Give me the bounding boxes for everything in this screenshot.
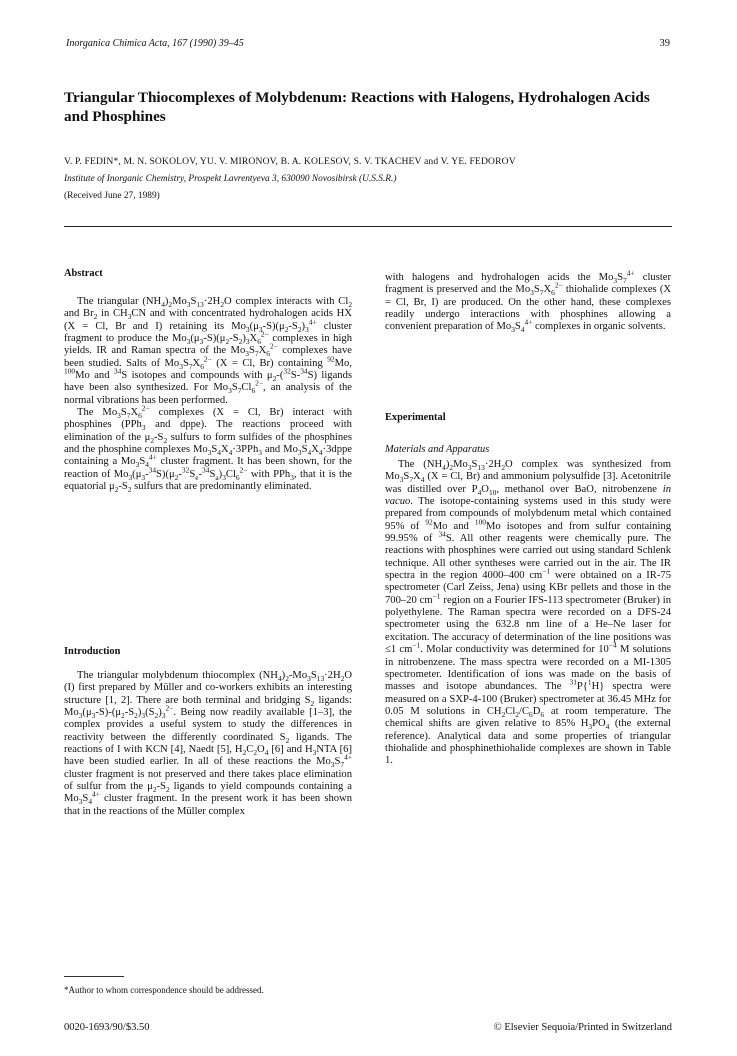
page-number: 39 <box>659 38 670 49</box>
footnote-rule <box>64 976 124 977</box>
experimental-body <box>385 459 671 768</box>
abstract-body <box>64 296 352 494</box>
affiliation: Institute of Inorganic Chemistry, Prospekt Lavrentyeva 3, 630090 Novosibirsk (U.S.S.R.) <box>64 174 397 184</box>
issn-price: 0020-1693/90/$3.50 <box>64 1022 150 1033</box>
materials-subheading: Materials and Apparatus <box>385 444 490 455</box>
abstract-paragraph-1: The triangular $(NH_4)_2Mo_3S_{13}\cdot 2H_2O$ complex interacts with $Cl_2$ and $Br_2$ in $CH_3CN$ and with concentrated hydrohalogen acids HX (X = Cl, Br and I) retaining its $Mo_3(\mu_3-S)(\mu_2-S_2)_3^{4+}$ cluster fragment to produce the $Mo_3(\mu_3-S)(\mu_2-S_2)_3X_6^{2-}$ complexes in high yields. IR and Raman spectra of the $Mo_3S_7X_6^{2-}$ complexes have been studied. Salts of $Mo_3S_7X_6^{2-}$ (X = Cl, Br) containing $^{92}$Mo, $^{100}$Mo and $^{34}$S isotopes and compounds with $\mu_2-(^{32}S-^{34}S)$ ligands have been also synthesized. For $Mo_3S_7Cl_6^{2-}$, an analysis of the normal vibrations has been performed. <box>64 296 353 406</box>
received-date: (Received June 27, 1989) <box>64 191 160 201</box>
introduction-heading: Introduction <box>64 646 121 657</box>
abstract-paragraph-2: The $Mo_3S_7X_6^{2-}$ complexes (X = Cl, Br) interact with phosphines (PPh$_3$ and dppe). The reactions proceed with elimination of the $\mu_2-S_2$ sulfurs to form sulfides of the phosphines and the phosphine complexes $Mo_3S_4X_4\cdot 3PPh_3$ and $Mo_3S_4X_4\cdot 3dppe$ containing a $Mo_3S_4^{4+}$ cluster fragment. It has been shown, for the reaction of $Mo_3(\mu_3-^{34}S)(\mu_2-^{32}S_e-^{34}S_a)_3Cl_6^{2-}$ with PPh$_3$, that it is the equatorial $\mu_2-S_2$ sulfurs that are predominantly eliminated. <box>64 403 352 495</box>
experimental-heading: Experimental <box>385 412 446 423</box>
experimental-paragraph: The $(NH_4)_2Mo_3S_{13}\cdot 2H_2O$ complex was synthesized from $Mo_3S_7X_4$ (X = Cl, Br) and ammonium polysulfide [3]. Acetonitrile was distilled over $P_4O_{10}$, methanol over BaO, nitrobenzene in vacuo. The isotope-containing systems used in this study were prepared from compounds of molybdenum metal which contained 95% of $^{92}$Mo and $^{100}$Mo isotopes and from sulfur containing 99.95% of $^{34}$S. All other reagents were chemically pure. The reactions with phosphines were carried out using standard Schlenk technique. All other syntheses were carried out in the air. The IR spectra in the region 4000–400 $cm^{-1}$ were obtained on a IR-75 spectrometer (Carl Zeiss, Jena) using KBr pellets and those in the 700–20 $cm^{-1}$ region on a Fourier IFS-113 spectrometer (Bruker) in polyethylene. The Raman spectra were recorded on a DFS-24 spectrometer using the 632.8 nm line of a He–Ne laser for excitation. The accuracy of determination of the line positions was ≤1 $cm^{-1}$. Molar conductivity was determined for $10^{-4}$ M solutions in nitrobenzene. The mass spectra were recorded on a MI-1305 spectrometer. Identification of ions was made on the basis of masses and isotope abundances. The $^{31}$P{$^1$H} spectra were measured on a SXP-4-100 (Bruker) spectrometer at 36.45 MHz for 0.05 M solutions in $CH_2Cl_2/C_6D_6$ at room temperature. The chemical shifts are given relative to 85% $H_3PO_4$ (the external reference). Analytical data and some properties of triangular thiohalide and phosphinethiohalide complexes are shown in Table 1. <box>385 459 672 767</box>
header-rule <box>64 226 672 227</box>
introduction-paragraph: The triangular molybdenum thiocomplex $(NH_4)_2-Mo_3S_{13}\cdot 2H_2O$ (I) first prepared by Müller and co-workers exhibits an interesting structure [1, 2]. There are both terminal and bridging $S_2$ ligands: $Mo_3(\mu_3-S)-(\mu_2-S_2)_3(S_2)_3^{2-}$. Being now readily available [1–3], the complex provides a useful system to study the differences in reactivity between the differently coordinated $S_2$ ligands. The reactions of I with KCN [4], Naedt [5], $H_2C_2O_4$ [6] and $H_3NTA$ [6] have been studied earlier. In all of these reactions the $Mo_3S_7^{4+}$ cluster fragment is not preserved and there takes place elimination of sulfur from the $\mu_2-S_2$ ligands to yield compounds containing a $Mo_3S_4^{4+}$ cluster fragment. In the present work it has been shown that in the reactions of the Müller complex <box>64 670 352 817</box>
author-list: V. P. FEDIN*, M. N. SOKOLOV, YU. V. MIRONOV, B. A. KOLESOV, S. V. TKACHEV and V. YE. FEDOROV <box>64 156 516 167</box>
copyright: © Elsevier Sequoia/Printed in Switzerland <box>493 1022 672 1033</box>
journal-citation: Inorganica Chimica Acta, 167 (1990) 39–45 <box>66 38 244 49</box>
introduction-body <box>64 670 352 818</box>
article-title: Triangular Thiocomplexes of Molybdenum: Reactions with Halogens, Hydrohalogen Acids and Phosphines <box>64 89 650 125</box>
abstract-continuation <box>385 268 672 335</box>
abstract-continued-paragraph: with halogens and hydrohalogen acids the $Mo_3S_7^{4+}$ cluster fragment is preserved and the $Mo_3S_7X_6^{2-}$ thiohalide complexes (X = Cl, Br, I) are produced. On the other hand, these complexes readily undergo interactions with phosphines allowing a convenient preparation of $Mo_3S_4^{4+}$ complexes in organic solvents. <box>385 268 672 335</box>
abstract-heading: Abstract <box>64 268 103 279</box>
footnote: *Author to whom correspondence should be addressed. <box>64 985 264 995</box>
